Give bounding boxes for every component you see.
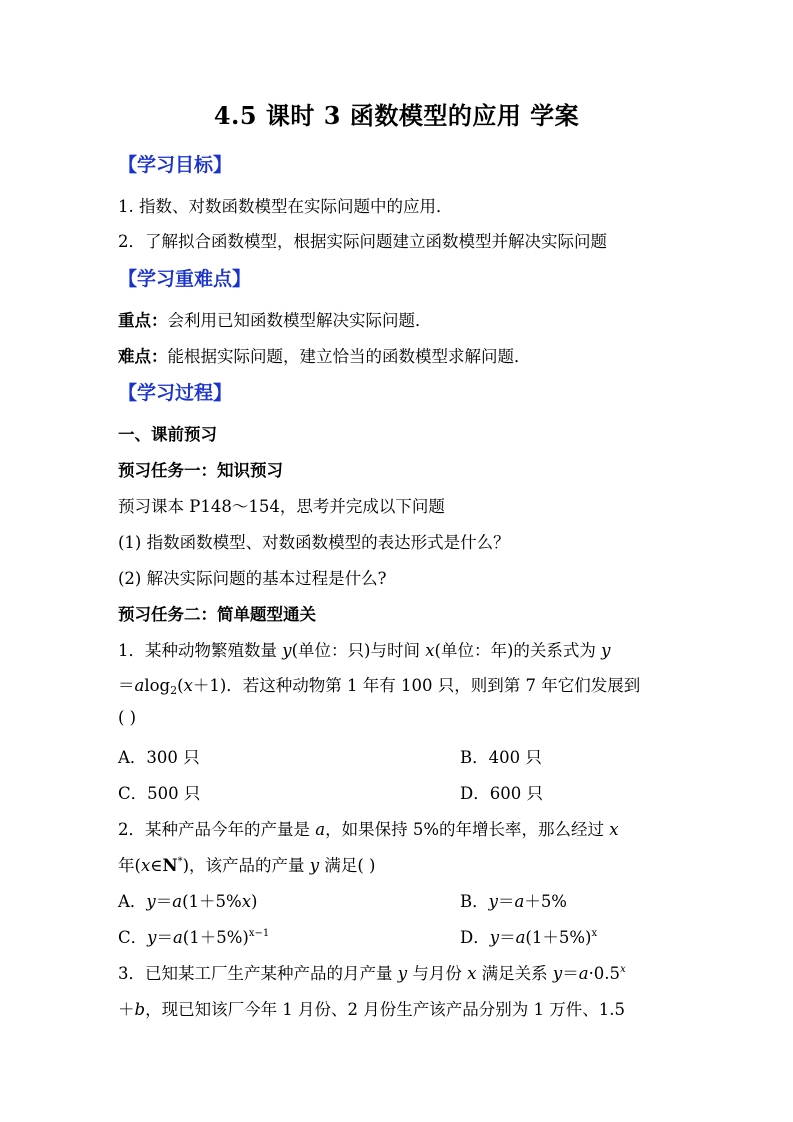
superscript: x [591,928,598,939]
text-run: (1＋5% [182,892,242,911]
text-run: ( [177,676,184,695]
text-run: B． [460,892,489,911]
text-run: 满足关系 [476,964,553,983]
text-run: ＋ [118,1000,135,1019]
var-y: y [489,928,500,947]
text-run: ＝ [155,892,173,911]
var-a: a [172,892,183,911]
superscript: x [620,964,626,975]
var-x: x [241,892,252,911]
hard-point [118,343,531,367]
text-run: )，该产品的产量 [182,856,310,875]
superscript: * [177,856,183,867]
var-a: a [315,820,326,839]
goals-header: 【学习目标】 [118,154,233,176]
var-a: a [172,928,183,947]
difficulty-header: 【学习重难点】 [118,268,252,290]
text-run: 3．已知某工厂生产某种产品的月产量 [118,964,398,983]
problem-2-option-c [118,924,269,948]
key-point [118,307,432,331]
var-x: x [467,964,477,983]
text-run: 与月份 [407,964,468,983]
var-y: y [552,964,563,983]
var-x: x [425,641,435,660]
text-run: C． [118,928,148,947]
text-run: 1．某种动物繁殖数量 [118,641,283,660]
text-run: ，如果保持 5%的年增长率，那么经过 [325,820,610,839]
problem-1-line-2 [118,672,640,697]
problem-2-line-2 [118,852,375,876]
text-run: ) [251,892,258,911]
text-run: ＋5% [524,892,567,911]
preview-question-2: (2) 解决实际问题的基本过程是什么? [118,569,387,588]
text-run: log [144,676,171,695]
problem-3-line-1 [118,960,626,984]
text-run: 年( [118,856,141,875]
problem-2-line-1 [118,816,619,840]
text-run: ＝ [499,928,516,947]
page-title: 4.5 课时 3 函数模型的应用 学案 [213,101,580,130]
var-b: b [134,1000,146,1019]
text-run: ＋1)．若这种动物第 1 年有 100 只，则到第 7 年它们发展到 [192,676,641,695]
preview-question-1: (1) 指数函数模型、对数函数模型的表达形式是什么？ [118,533,510,552]
problem-1-blank: ( ) [118,708,137,727]
problem-2-option-b [460,888,567,912]
goal-1: 1. 指数、对数函数模型在实际问题中的应用． [118,197,453,216]
var-a: a [578,964,589,983]
problem-1-option-d: D．600 只 [460,784,543,803]
text-run: (1＋5%) [182,928,249,947]
hard-point-label: 难点： [118,347,168,366]
var-y: y [601,641,611,660]
problem-1-option-c: C．500 只 [118,784,201,803]
var-a: a [515,928,526,947]
text-run: A． [118,892,147,911]
problem-1-option-b: B．400 只 [460,748,542,767]
text-run: 2．某种产品今年的产量是 [118,820,316,839]
text-run: ＝ [118,676,135,695]
var-x: x [183,676,193,695]
preview-heading: 一、课前预习 [118,425,217,444]
text-run: ·0.5 [588,964,621,983]
text-run: (1＋5%) [525,928,592,947]
hard-point-text: 能根据实际问题，建立恰当的函数模型求解问题． [167,347,531,366]
text-run: ＝ [562,964,579,983]
preview-task-2: 预习任务二：简单题型通关 [118,605,316,624]
key-point-label: 重点： [118,311,168,330]
text-run: ＝ [156,928,173,947]
preview-task-1: 预习任务一：知识预习 [118,461,283,480]
text-run: (单位：年)的关系式为 [434,641,602,660]
text-run: (单位：只)与时间 [291,641,426,660]
problem-1-option-a: A．300 只 [118,748,200,767]
problem-1-line-1 [118,637,610,661]
var-a: a [134,676,145,695]
var-y: y [488,892,498,911]
text-run: ，现已知该厂今年 1 月份、2 月份生产该产品分别为 1 万件、1.5 [145,1000,626,1019]
goal-2: 2．了解拟合函数模型，根据实际问题建立函数模型并解决实际问题 [118,232,607,251]
key-point-text: 会利用已知函数模型解决实际问题． [167,311,432,330]
var-y: y [397,964,408,983]
text-run: ∈ [150,856,163,875]
var-x: x [140,856,151,875]
var-x: x [609,820,619,839]
subscript: 2 [170,684,178,697]
text-run: 满足( ) [319,856,376,875]
set-n: N [162,856,178,875]
var-y: y [309,856,320,875]
var-y: y [146,892,156,911]
text-run: ＝ [497,892,515,911]
var-y: y [147,928,157,947]
superscript: x−1 [248,928,270,939]
var-a: a [514,892,525,911]
text-run: D． [460,928,490,947]
process-header: 【学习过程】 [118,382,233,404]
preview-intro: 预习课本 P148～154，思考并完成以下问题 [118,497,445,516]
problem-3-line-2 [118,996,625,1020]
var-y: y [282,641,292,660]
problem-2-option-d [460,924,597,948]
problem-2-option-a [118,888,257,912]
